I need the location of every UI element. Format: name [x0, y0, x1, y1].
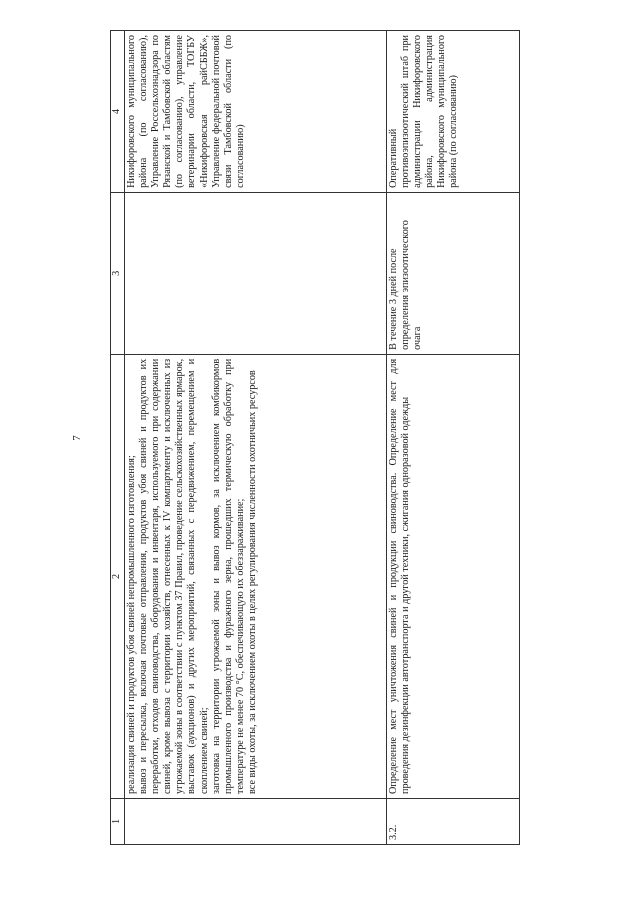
- page-number: 7: [70, 435, 83, 441]
- row1-responsible: Никифоровского муниципального района (по согласованию), Управление Россельхознадзора по Рязанской и Тамбовской областям (по согласованию), управление ветеринарии области, ТОГБУ «Никифоровская райСББЖ», Управление федеральной почтовой связи Тамбовской области (по согласованию): [125, 31, 387, 193]
- measures-table: [110, 30, 520, 845]
- measure-item: все виды охоты, за исключением охоты в целях регулирования численности охотничьих ресурсов: [246, 370, 258, 794]
- row2-measures: Определение мест уничтожения свиней и продукции свиноводства. Определение мест для проведения дезинфекции автотранспорта и другой техники, сжигания одноразовой одежды: [387, 354, 520, 798]
- header-col-4: 4: [111, 31, 125, 193]
- rotated-table-container: [110, 30, 520, 845]
- measure-item: реализация свиней и продуктов убоя свиней непромышленного изготовления;: [126, 455, 137, 794]
- table-row: [125, 31, 387, 845]
- header-col-1: 1: [111, 798, 125, 844]
- header-col-3: 3: [111, 192, 125, 354]
- row1-number: [125, 798, 387, 844]
- header-col-2: 2: [111, 354, 125, 798]
- table-header-row: [111, 31, 125, 845]
- row2-number: 3.2.: [387, 798, 520, 844]
- measure-item: вывоз и пересылка, включая почтовые отправления, продуктов убоя свиней и продуктов их переработки, отходов свиноводства, оборудования и инвентаря, используемого при содержании свиней, кроме вывоза с территории хозяйств, отнесенных к IV компартменту и исключенных из угрожаемой зоны в соответствии с пунктом 37 Правил, проведение сельскохозяйственных ярмарок, выставок (аукционов) и других мероприятий, связанных с передвижением, перемещением и скоплением свиней;: [138, 358, 210, 794]
- table-row: [387, 31, 520, 845]
- row2-responsible: Оперативный противоэпизоотический штаб при администрации Никифоровского района, администрация Никифоровского муниципального района (по согласованию): [387, 31, 520, 193]
- measure-item: заготовка на территории угрожаемой зоны и вывоз кормов, за исключением комбикормов промышленного производства и фуражного зерна, прошедших термическую обработку при температуре не менее 70 °С, обеспечивающую их обеззараживание;: [210, 358, 246, 794]
- row1-measures: [125, 354, 387, 798]
- row1-term: [125, 192, 387, 354]
- row2-term: В течение 3 дней после определения эпизоотического очага: [387, 192, 520, 354]
